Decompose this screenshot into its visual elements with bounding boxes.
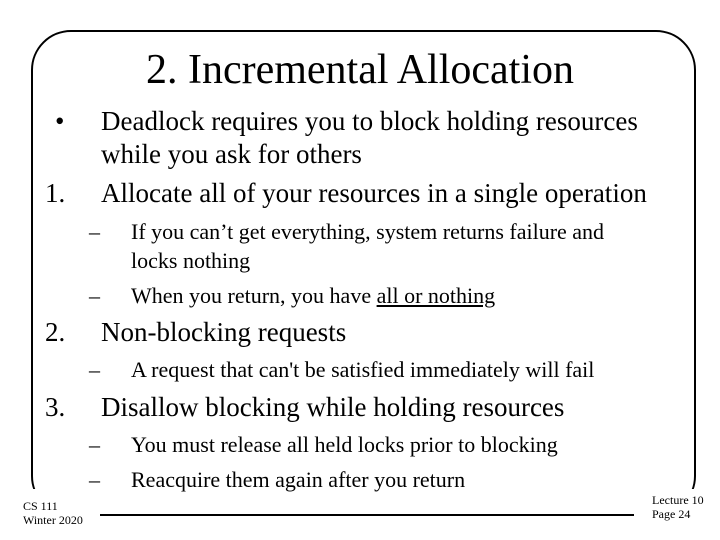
footer-course — [23, 499, 83, 527]
item3-sub1-marker: – — [89, 432, 100, 457]
item1-sub2-text — [131, 281, 495, 310]
item3-marker: 3. — [45, 392, 66, 422]
footer-page-line2: Page 24 — [652, 507, 691, 521]
item3-sub1-text: You must release all held locks prior to blocking — [131, 432, 558, 457]
item2-marker: 2. — [45, 317, 66, 347]
item1-text: Allocate all of your resources in a single operation — [101, 178, 647, 208]
footer-course-line1: CS 111 — [23, 499, 58, 513]
bullet-text-line2: while you ask for others — [101, 139, 362, 169]
item3-sub2-marker: – — [89, 467, 100, 492]
item1-sub1-line2: locks nothing — [131, 248, 251, 273]
item3-text: Disallow blocking while holding resources — [101, 392, 565, 422]
item1-sub1-marker: – — [89, 219, 100, 244]
item1-marker: 1. — [45, 178, 66, 208]
item1-sub2-text-underlined: all or nothing — [376, 283, 496, 308]
item1-sub1-line1: If you can’t get everything, system returns failure and — [131, 219, 605, 244]
item3-sub2-text: Reacquire them again after you return — [131, 467, 466, 492]
item1-sub2-marker: – — [89, 283, 100, 308]
item1-sub2-text-plain: When you return, you have — [131, 283, 377, 308]
footer-page-line1: Lecture 10 — [652, 493, 704, 507]
item2-sub1-text: A request that can't be satisfied immediately will fail — [131, 357, 595, 382]
bullet-marker: • — [55, 106, 65, 136]
footer-page — [652, 493, 704, 521]
footer-course-line2: Winter 2020 — [23, 513, 83, 527]
item2-sub1-marker: – — [89, 357, 100, 382]
slide-title: 2. Incremental Allocation — [145, 47, 575, 93]
item2-text: Non-blocking requests — [101, 317, 347, 347]
bullet-text-line1: Deadlock requires you to block holding resources — [101, 106, 638, 136]
